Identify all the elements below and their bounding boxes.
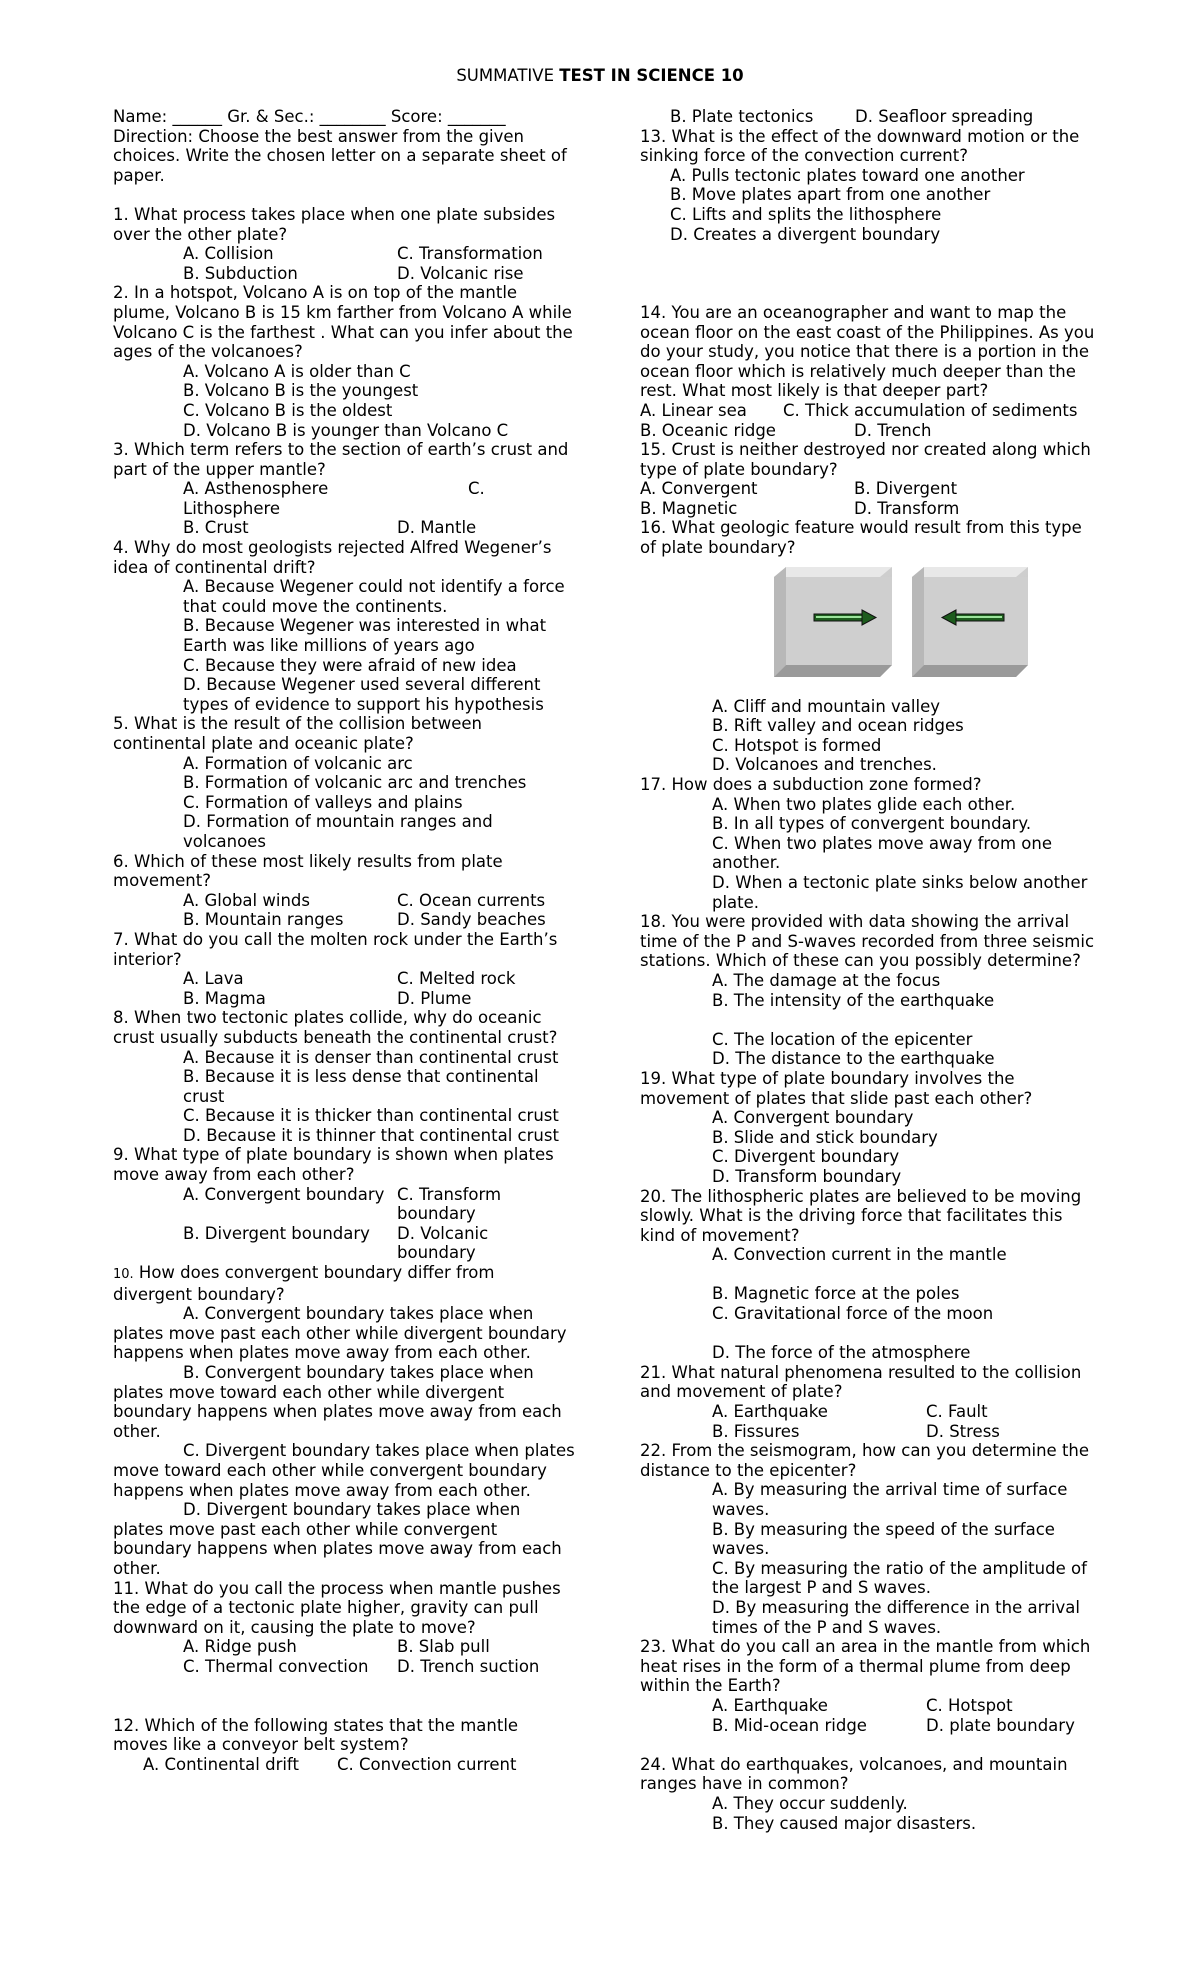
choice: C. Formation of valleys and plains xyxy=(183,792,463,812)
choice: C. Thermal convection xyxy=(183,1656,369,1676)
question-17: 17. How does a subduction zone formed? xyxy=(640,775,982,795)
choice: A. Convergent xyxy=(640,479,758,499)
choice: D. Seafloor spreading xyxy=(855,107,1034,126)
choice: B. Because it is less dense that continental crust xyxy=(183,1067,539,1106)
choice: D. By measuring the difference in the arrival times of the P and S waves. xyxy=(712,1597,1080,1637)
choice: D. The distance to the earthquake xyxy=(712,1049,995,1069)
choice: A. Convection current in the mantle xyxy=(712,1245,1007,1265)
question-19: 19. What type of plate boundary involves the movement of plates that slide past each other? xyxy=(640,1068,1033,1108)
choice: D. Transform xyxy=(854,498,960,518)
question-5: 5. What is the result of the collision between continental plate and oceanic plate? xyxy=(113,714,482,753)
choice: D. Sandy beaches xyxy=(397,910,546,930)
choice: C. By measuring the ratio of the amplitude of the largest P and S waves. xyxy=(712,1558,1087,1598)
choice: B. Mid-ocean ridge xyxy=(712,1715,867,1735)
choice: A. Earthquake xyxy=(712,1695,828,1715)
choice: C. Fault xyxy=(926,1402,988,1422)
choice: B. Rift valley and ocean ridges xyxy=(712,716,964,736)
question-16: 16. What geologic feature would result from this type of plate boundary? xyxy=(640,518,1082,558)
question-9: 9. What type of plate boundary is shown when plates move away from each other? xyxy=(113,1145,554,1185)
choice: A. When two plates glide each other. xyxy=(712,794,1016,814)
choice: B. Convergent boundary takes place when plates move toward each other while divergent boundary happens when plates move away from each other. xyxy=(113,1363,562,1441)
left-column xyxy=(113,107,575,1774)
question-12: 12. Which of the following states that the mantle moves like a conveyor belt system? xyxy=(113,1715,519,1755)
choice: A. They occur suddenly. xyxy=(712,1793,908,1813)
choice: C. Hotspot is formed xyxy=(712,735,882,755)
choice: A. Convergent boundary xyxy=(712,1108,914,1128)
question-20: 20. The lithospheric plates are believed to be moving slowly. What is the driving force that facilitates this kind of movement? xyxy=(640,1186,1082,1245)
choice: B. Fissures xyxy=(712,1421,800,1441)
choice: D. Volcano B is younger than Volcano C xyxy=(183,420,509,440)
choice: D. Volcanoes and trenches. xyxy=(712,755,937,775)
choice: A. Because Wegener could not identify a force that could move the continents. xyxy=(183,577,565,616)
choice: A. Cliff and mountain valley xyxy=(712,696,940,716)
choice: C. Thick accumulation of sediments xyxy=(783,400,1078,420)
choice: B. By measuring the speed of the surface waves. xyxy=(712,1519,1055,1559)
question-22: 22. From the seismogram, how can you determine the distance to the epicenter? xyxy=(640,1441,1090,1480)
choice: A. By measuring the arrival time of surface waves. xyxy=(712,1480,1068,1519)
choice: A. Convergent boundary takes place when plates move past each other while divergent boundary happens when plates move away from each other. xyxy=(113,1304,567,1363)
choice: C. Transformation xyxy=(397,244,543,264)
choice: A. Collision xyxy=(183,244,274,264)
name-line: Name: ______ Gr. & Sec.: ________ Score: _______ xyxy=(113,107,506,126)
choice: D. Transform boundary xyxy=(712,1166,902,1186)
right-column xyxy=(640,107,1100,1833)
choice: A. Convergent boundary xyxy=(183,1184,385,1204)
choice: D. Creates a divergent boundary xyxy=(670,224,941,244)
question-15: 15. Crust is neither destroyed nor created along which type of plate boundary? xyxy=(640,440,1091,479)
choice: B. Magnetic xyxy=(640,498,738,518)
plate-boundary-figure xyxy=(772,565,1030,689)
choice: D. plate boundary xyxy=(926,1715,1075,1735)
page-title: SUMMATIVE TEST IN SCIENCE 10 xyxy=(456,66,744,85)
choice: C. Divergent boundary xyxy=(712,1147,900,1167)
choice: C. Because it is thicker than continental crust xyxy=(183,1106,559,1126)
choice: B. Crust xyxy=(183,518,249,538)
choice: D. Because it is thinner that continental crust xyxy=(183,1125,559,1145)
choice: B. Oceanic ridge xyxy=(640,420,776,440)
choice: D. Formation of mountain ranges and volcanoes xyxy=(183,812,493,851)
choice: B. They caused major disasters. xyxy=(712,1813,977,1833)
choice: C. Because they were afraid of new idea xyxy=(183,655,517,675)
left-block xyxy=(774,567,892,677)
choice: B. In all types of convergent boundary. xyxy=(712,814,1032,834)
question-23: 23. What do you call an area in the mantle from which heat rises in the form of a thermal plume from deep within the Earth? xyxy=(640,1637,1091,1696)
choice: B. Mountain ranges xyxy=(183,910,344,930)
choice: B. Volcano B is the youngest xyxy=(183,381,419,401)
choice: A. Pulls tectonic plates toward one another xyxy=(670,165,1025,185)
question-3: 3. Which term refers to the section of earth’s crust and part of the upper mantle? xyxy=(113,440,569,479)
choice: D. Trench suction xyxy=(397,1656,540,1676)
choice: Lithosphere xyxy=(183,498,281,518)
choice: D. Divergent boundary takes place when plates move past each other while convergent boundary happens when plates move away from each other. xyxy=(113,1500,562,1578)
choice: D. Stress xyxy=(926,1421,1000,1441)
choice: B. Divergent xyxy=(854,479,958,499)
question-2: 2. In a hotspot, Volcano A is on top of the mantle plume, Volcano B is 15 km farther from Volcano A while Volcano C is the farthest . What can you infer about the ages of the volcanoes? xyxy=(113,283,573,362)
choice: B. The intensity of the earthquake xyxy=(712,990,995,1010)
choice: C. Lifts and splits the lithosphere xyxy=(670,204,942,224)
choice: C. Volcano B is the oldest xyxy=(183,400,393,420)
choice: A. Linear sea xyxy=(640,400,747,420)
question-1: 1. What process takes place when one plate subsides over the other plate? xyxy=(113,204,556,244)
choice: B. Slab pull xyxy=(397,1637,490,1657)
choice: A. The damage at the focus xyxy=(712,970,941,990)
choice: D. Trench xyxy=(854,420,932,440)
question-8: 8. When two tectonic plates collide, why do oceanic crust usually subducts beneath the continental crust? xyxy=(113,1008,558,1047)
choice: B. Formation of volcanic arc and trenches xyxy=(183,773,527,793)
choice: A. Asthenosphere xyxy=(183,479,329,499)
question-10: 10. How does convergent boundary differ from divergent boundary? xyxy=(113,1263,495,1304)
choice: B. Divergent boundary xyxy=(183,1223,370,1243)
choice: B. Because Wegener was interested in what Earth was like millions of years ago xyxy=(183,616,547,656)
choice: A. Lava xyxy=(183,969,244,989)
question-7: 7. What do you call the molten rock under the Earth’s interior? xyxy=(113,929,558,969)
question-13: 13. What is the effect of the downward motion or the sinking force of the convection current? xyxy=(640,126,1080,166)
question-6: 6. Which of these most likely results from plate movement? xyxy=(113,851,503,891)
choice: B. Magma xyxy=(183,988,266,1008)
choice: C. Divergent boundary takes place when plates move toward each other while convergent boundary happens when plates move away from each other. xyxy=(113,1441,575,1500)
choice: B. Plate tectonics xyxy=(670,107,814,126)
choice: C. Convection current xyxy=(337,1754,517,1774)
choice: A. Volcano A is older than C xyxy=(183,361,411,381)
choice: A. Because it is denser than continental crust xyxy=(183,1047,559,1067)
question-18: 18. You were provided with data showing the arrival time of the P and S-waves recorded from three seismic stations. Which of these can you possibly determine? xyxy=(640,912,1095,971)
choice: B. Slide and stick boundary xyxy=(712,1127,938,1147)
choice: D. Plume xyxy=(397,988,472,1008)
choice: D. Because Wegener used several different types of evidence to support his hypothesis xyxy=(183,675,544,714)
choice: C. Hotspot xyxy=(926,1695,1013,1715)
choice: B. Subduction xyxy=(183,263,298,283)
choice: D. The force of the atmosphere xyxy=(712,1343,971,1363)
choice: B. Magnetic force at the poles xyxy=(712,1284,960,1304)
choice: C. Gravitational force of the moon xyxy=(712,1304,994,1324)
choice: C. The location of the epicenter xyxy=(712,1029,973,1049)
choice: A. Earthquake xyxy=(712,1402,828,1422)
convergent-blocks-illustration xyxy=(772,565,1030,689)
choice: A. Formation of volcanic arc xyxy=(183,753,413,773)
choice: D. Volcanic boundary xyxy=(397,1223,489,1263)
right-block xyxy=(912,567,1028,677)
choice: D. Volcanic rise xyxy=(397,263,524,283)
question-14: 14. You are an oceanographer and want to map the ocean floor on the east coast of the Philippines. As you do your study, you notice that there is a portion in the ocean floor which is relatively much deeper than the rest. What most likely is that deeper part? xyxy=(640,302,1095,401)
choice: A. Continental drift xyxy=(143,1754,299,1774)
choice: C. Ocean currents xyxy=(397,890,546,910)
direction: Direction: Choose the best answer from the given choices. Write the chosen letter on a separate sheet of paper. xyxy=(113,126,567,185)
choice: C. When two plates move away from one another. xyxy=(712,833,1052,873)
choice: D. When a tectonic plate sinks below another plate. xyxy=(712,873,1088,912)
choice: C. xyxy=(468,479,485,499)
choice: A. Global winds xyxy=(183,890,310,910)
choice: C. Melted rock xyxy=(397,969,516,989)
question-21: 21. What natural phenomena resulted to the collision and movement of plate? xyxy=(640,1362,1082,1402)
choice: D. Mantle xyxy=(397,518,477,538)
choice: C. Transform boundary xyxy=(397,1184,502,1224)
choice: A. Ridge push xyxy=(183,1637,297,1657)
choice: B. Move plates apart from one another xyxy=(670,185,991,205)
question-11: 11. What do you call the process when mantle pushes the edge of a tectonic plate higher, gravity can pull downward on it, causing the plate to move? xyxy=(113,1578,561,1637)
question-24: 24. What do earthquakes, volcanoes, and mountain ranges have in common? xyxy=(640,1754,1068,1794)
question-4: 4. Why do most geologists rejected Alfred Wegener’s idea of continental drift? xyxy=(113,538,552,577)
